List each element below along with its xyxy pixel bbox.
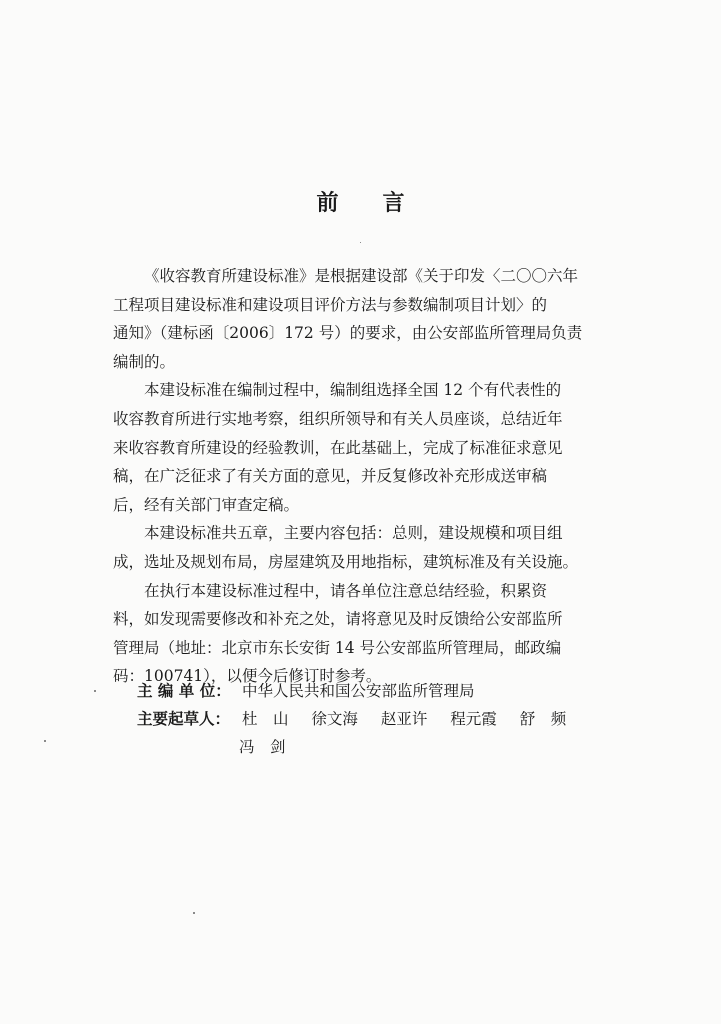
- text-line: 管理局（地址：北京市东长安街 14 号公安部监所管理局，邮政编: [113, 638, 562, 657]
- text-line: 在执行本建设标准过程中，请各单位注意总结经验，积累资: [144, 581, 548, 600]
- preface-body: [113, 262, 609, 691]
- text-line: 收容教育所进行实地考察，组织所领导和有关人员座谈，总结近年: [113, 409, 563, 428]
- drafter-name: 徐文海: [311, 710, 358, 728]
- text-line: 后，经有关部门审查定稿。: [113, 495, 300, 514]
- text-line: 工程项目建设标准和建设项目评价方法与参数编制项目计划〉的: [113, 295, 548, 314]
- text-line: 本建设标准共五章，主要内容包括：总则，建设规模和项目组: [144, 524, 563, 543]
- text-line: 稿，在广泛征求了有关方面的意见，并反复修改补充形成送审稿: [113, 467, 548, 486]
- text-line: 《收容教育所建设标准》是根据建设部《关于印发〈二〇〇六年: [144, 267, 579, 285]
- title-char-1: 前: [316, 191, 339, 216]
- drafter-name: 冯 剑: [239, 738, 286, 756]
- page-title: [0, 186, 721, 217]
- drafter-name: 赵亚许: [380, 710, 428, 728]
- paragraph-2: [113, 376, 609, 519]
- text-line: 来收容教育所建设的经验教训，在此基础上，完成了标准征求意见: [113, 438, 563, 457]
- credits-block: [137, 677, 584, 761]
- drafter-name: 舒 频: [519, 710, 567, 728]
- drafters-row: [137, 705, 584, 733]
- editor-unit-row: [137, 677, 584, 705]
- drafter-name: 杜 山: [241, 710, 289, 728]
- text-line: 码：100741），以便今后修订时参考。: [113, 667, 382, 686]
- scan-speck: [94, 690, 96, 692]
- paragraph-4: [113, 577, 609, 691]
- text-line: 料，如发现需要修改和补充之处，请将意见及时反馈给公安部监所: [113, 610, 563, 629]
- scan-speck: [360, 242, 361, 243]
- text-line: 本建设标准在编制过程中，编制组选择全国 12 个有代表性的: [144, 381, 562, 400]
- scan-speck: [44, 740, 46, 742]
- editor-unit-value: 中华人民共和国公安部监所管理局: [241, 682, 475, 700]
- drafters-label: 主要起草人：: [137, 710, 231, 728]
- drafters-row-2: [137, 733, 584, 761]
- editor-unit-label: 主 编 单 位：: [137, 682, 231, 700]
- drafter-name: 程元霞: [450, 710, 497, 728]
- paragraph-3: [113, 519, 609, 576]
- scan-speck: [193, 912, 195, 914]
- text-line: 编制的。: [113, 352, 176, 371]
- text-line: 成，选址及规划布局，房屋建筑及用地指标，建筑标准及有关设施。: [113, 552, 579, 571]
- title-char-2: 言: [382, 191, 405, 216]
- text-line: 通知》（建标函〔2006〕172 号）的要求，由公安部监所管理局负责: [113, 324, 583, 343]
- paragraph-1: [113, 262, 609, 376]
